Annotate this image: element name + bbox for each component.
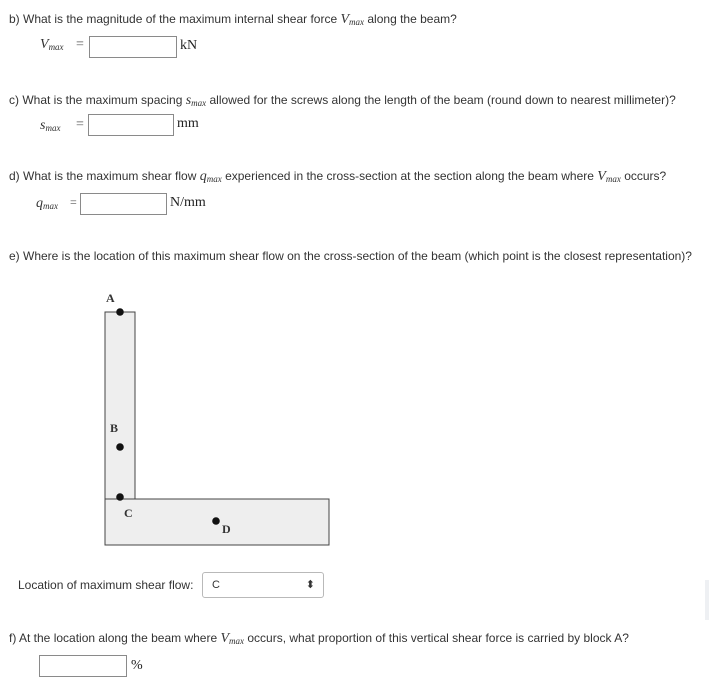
question-b-text: b) What is the magnitude of the maximum internal shear force $V_{max}$ along the beam?: [9, 12, 457, 27]
point-c-marker: [116, 493, 124, 501]
smax-unit: mm: [177, 116, 199, 131]
qmax-input-label: $q_{max}$: [36, 196, 58, 211]
vmax-symbol: $V_{max}$: [597, 169, 621, 184]
question-d-text: d) What is the maximum shear flow $q_{max}$ experienced in the cross-section at the section along the beam where $V_{max}$ occurs?: [9, 169, 667, 184]
vertical-block: [105, 312, 135, 499]
select-arrows-icon: ⬍: [305, 579, 315, 591]
question-e-text: e) Where is the location of this maximum shear flow on the cross-section of the beam (which point is the closest representation)?: [9, 249, 692, 263]
scroll-edge: [705, 580, 709, 620]
vmax-unit: kN: [180, 38, 198, 53]
equals-sign: =: [76, 37, 84, 52]
point-d-marker: [212, 517, 220, 525]
vmax-symbol: $V_{max}$: [220, 631, 245, 646]
vmax-input-label: $V_{max}$: [40, 37, 64, 52]
beam-cross-section: [105, 312, 329, 545]
smax-input-label: $s_{max}$: [40, 118, 61, 133]
point-c-label: C: [124, 506, 133, 520]
point-b-label: B: [110, 421, 119, 435]
location-select[interactable]: [202, 572, 324, 598]
question-c-text: c) What is the maximum spacing $s_{max}$ allowed for the screws along the length of the beam (round down to nearest millimeter)?: [9, 93, 676, 108]
point-d-label: D: [222, 522, 231, 536]
percent-unit: %: [131, 658, 143, 673]
qmax-symbol: $q_{max}$: [199, 169, 222, 184]
question-f-text: f) At the location along the beam where $V_{max}$ occurs, what proportion of this vertical shear force is carried by block A?: [9, 631, 629, 646]
location-select-label: Location of maximum shear flow:: [18, 578, 194, 592]
point-a-marker: [116, 308, 124, 316]
equals-sign: =: [70, 195, 77, 209]
proportion-input[interactable]: [39, 655, 127, 677]
point-a-label: A: [106, 291, 115, 305]
location-select-value: C: [212, 579, 220, 591]
qmax-unit: N/mm: [170, 195, 206, 210]
smax-symbol: $s_{max}$: [185, 93, 207, 108]
equals-sign: =: [76, 117, 84, 132]
point-b-marker: [116, 443, 124, 451]
vmax-symbol: $V_{max}$: [340, 12, 365, 27]
